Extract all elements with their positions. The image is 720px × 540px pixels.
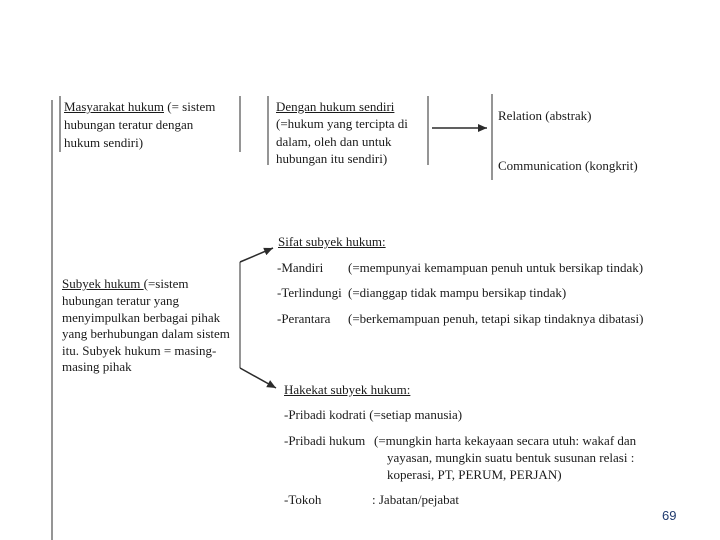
subject-line5: itu. Subyek hukum = masing- xyxy=(62,343,217,358)
hakekat-desc-pribadi-hukum-3: koperasi, PT, PERUM, PERJAN) xyxy=(387,467,562,482)
hakekat-desc-pribadi-hukum-1: (=mungkin harta kekayaan secara utuh: wakaf dan xyxy=(374,433,637,448)
box1-line2: hubungan teratur dengan xyxy=(64,117,194,132)
subject-line1-rest: (=sistem xyxy=(143,276,189,291)
sifat-desc-mandiri: (=mempunyai kemampuan penuh untuk bersikap tindak) xyxy=(348,260,644,275)
subject-line6: masing pihak xyxy=(62,359,132,374)
slide-number: 69 xyxy=(662,508,677,523)
sifat-term-perantara: -Perantara xyxy=(277,311,331,326)
hakekat-term-pribadi-hukum: -Pribadi hukum xyxy=(284,433,366,448)
box1-line1-rest: (= sistem xyxy=(164,99,216,114)
subject-title: Subyek hukum xyxy=(62,276,144,291)
hakekat-item-pribadi-kodrati: -Pribadi kodrati (=setiap manusia) xyxy=(284,407,463,422)
arrow-to-sifat xyxy=(240,248,273,262)
hakekat-desc-tokoh: : Jabatan/pejabat xyxy=(372,492,459,507)
subject-line4: yang berhubungan dalam sistem xyxy=(62,326,230,341)
arrow-to-hakekat xyxy=(240,368,276,388)
box1-line3: hukum sendiri) xyxy=(64,135,144,150)
hakekat-desc-pribadi-hukum-2: yayasan, mungkin suatu bentuk susunan relasi : xyxy=(387,450,635,465)
box2-title: Dengan hukum sendiri xyxy=(276,99,395,114)
sifat-term-mandiri: -Mandiri xyxy=(277,260,324,275)
sifat-desc-perantara: (=berkemampuan penuh, tetapi sikap tindaknya dibatasi) xyxy=(348,311,644,326)
box2-line3: dalam, oleh dan untuk xyxy=(276,134,392,149)
communication-label: Communication (kongkrit) xyxy=(498,158,638,173)
box2-line2: (=hukum yang tercipta di xyxy=(276,116,408,131)
subject-line1 xyxy=(62,276,189,291)
relation-label: Relation (abstrak) xyxy=(498,108,592,123)
hakekat-heading: Hakekat subyek hukum: xyxy=(284,382,411,397)
subject-line2: hubungan teratur yang xyxy=(62,293,179,308)
box1-line1 xyxy=(64,99,215,114)
box1-title: Masyarakat hukum xyxy=(64,99,165,114)
sifat-heading: Sifat subyek hukum: xyxy=(278,234,386,249)
subject-line3: menyimpulkan berbagai pihak xyxy=(62,310,221,325)
sifat-term-terlindungi: -Terlindungi xyxy=(277,285,342,300)
sifat-desc-terlindungi: (=dianggap tidak mampu bersikap tindak) xyxy=(348,285,567,300)
hakekat-term-tokoh: -Tokoh xyxy=(284,492,322,507)
box2-line4: hubungan itu sendiri) xyxy=(276,151,388,166)
